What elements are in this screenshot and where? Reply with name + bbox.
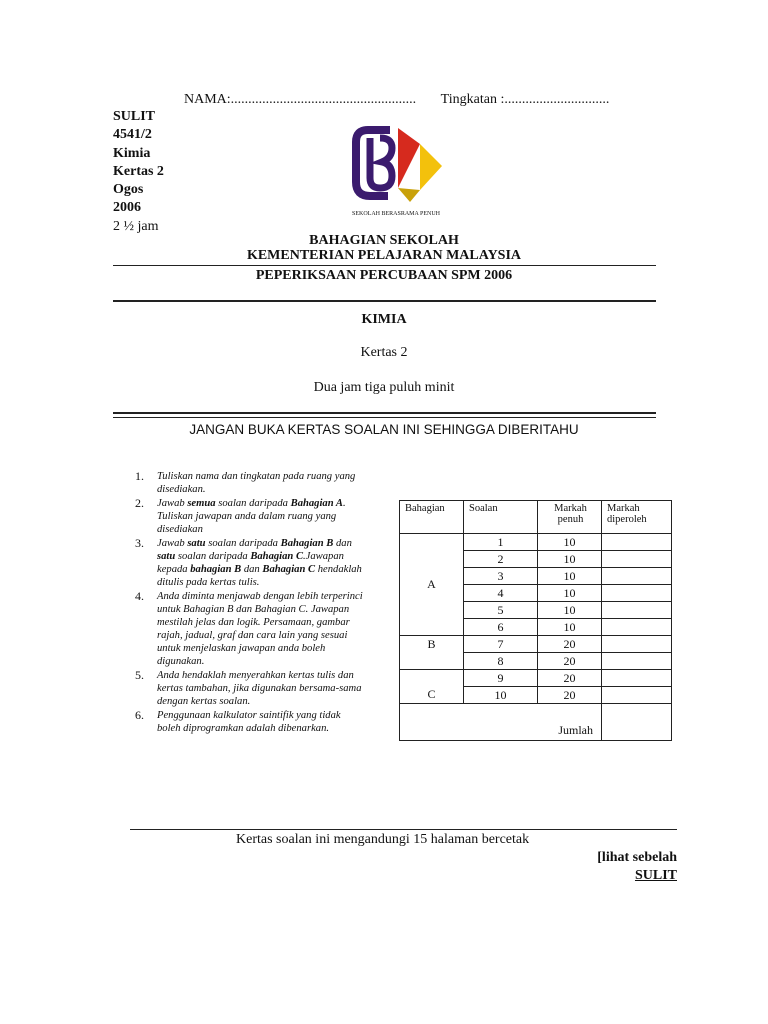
divider — [113, 265, 656, 266]
title-line-1: BAHAGIAN SEKOLAH — [309, 233, 459, 248]
warning-text: JANGAN BUKA KERTAS SOALAN INI SEHINGGA DIBERITAHU — [189, 422, 579, 437]
full-marks-cell: 20 — [538, 670, 602, 687]
instruction-number: 2. — [135, 496, 144, 510]
instruction-text: semua — [187, 498, 216, 509]
instruction-text: Anda diminta menjawab dengan lebih terperinci untuk Bahagian B dan Bahagian C. Jawapan mestilah jelas dan logik. Persamaan, gambar rajah, jadual, graf dan cara lain yang sesuai untuk menjelaskan jawapan anda boleh digunakan. — [157, 591, 363, 667]
instruction-text: Bahagian A — [290, 498, 343, 509]
time-allowed: Dua jam tiga puluh minit — [313, 380, 455, 395]
full-marks-cell: 20 — [538, 636, 602, 653]
total-row — [400, 704, 672, 741]
marks-obtained-cell[interactable] — [602, 670, 672, 687]
exam-title: PEPERIKSAAN PERCUBAAN SPM 2006 — [255, 268, 513, 283]
marks-obtained-cell[interactable] — [602, 619, 672, 636]
divider — [113, 417, 656, 418]
instruction-text: soalan daripada — [175, 551, 251, 562]
header-soalan: Soalan — [464, 501, 538, 534]
nama-label: NAMA: — [184, 92, 231, 107]
see-next-page: [lihat sebelah — [597, 850, 677, 865]
meta-line: Kimia — [113, 145, 151, 161]
meta-line: Kertas 2 — [113, 163, 164, 179]
instruction-text: soalan daripada — [205, 538, 281, 549]
instruction-number: 6. — [135, 708, 144, 722]
section-cell: B — [400, 636, 464, 670]
instruction-text: dan — [333, 538, 352, 549]
instruction-item — [135, 470, 365, 496]
instruction-text: .Jawapan kepada — [157, 551, 344, 575]
question-cell: 6 — [464, 619, 538, 636]
marks-obtained-cell[interactable] — [602, 534, 672, 551]
marks-obtained-cell[interactable] — [602, 602, 672, 619]
paper-number: Kertas 2 — [360, 345, 408, 360]
question-cell: 4 — [464, 585, 538, 602]
instruction-item — [135, 709, 365, 735]
marks-obtained-cell[interactable] — [602, 687, 672, 704]
table-body — [400, 534, 672, 704]
marks-obtained-cell[interactable] — [602, 653, 672, 670]
instruction-text: Jawab — [157, 538, 188, 549]
sbp-logo — [350, 120, 455, 220]
divider — [113, 412, 656, 414]
header-markah-diperoleh: Markah diperoleh — [602, 501, 672, 534]
duration: 2 ½ jam — [113, 218, 159, 234]
instruction-text: satu — [157, 551, 176, 562]
title-line-2: KEMENTERIAN PELAJARAN MALAYSIA — [246, 248, 522, 263]
question-cell: 2 — [464, 551, 538, 568]
instruction-text: Anda hendaklah menyerahkan kertas tulis dan kertas tambahan, jika digunakan bersama-sama dengan kertas soalan. — [157, 670, 362, 707]
nama-dots: ..................................................... — [230, 92, 417, 107]
table-row — [400, 636, 672, 653]
tingkatan-label: Tingkatan : — [440, 92, 505, 107]
full-marks-cell: 20 — [538, 687, 602, 704]
sbp-logo-icon — [350, 120, 455, 220]
question-cell: 1 — [464, 534, 538, 551]
section-cell: C — [400, 670, 464, 704]
question-cell: 10 — [464, 687, 538, 704]
instructions-list — [135, 470, 365, 736]
full-marks-cell: 10 — [538, 619, 602, 636]
sulit-footer: SULIT — [634, 868, 677, 883]
paper-meta — [113, 108, 164, 236]
subject-title: KIMIA — [361, 312, 407, 327]
table-row — [400, 534, 672, 551]
instruction-text: Jawab — [157, 498, 188, 509]
total-cell[interactable] — [602, 704, 672, 741]
meta-line: 4541/2 — [113, 127, 152, 143]
instruction-text: Penggunaan kalkulator saintifik yang tidak boleh diprogramkan adalah dibenarkan. — [157, 710, 341, 734]
marks-obtained-cell[interactable] — [602, 585, 672, 602]
instruction-text: bahagian B — [190, 564, 242, 575]
header-markah-penuh: Markah penuh — [538, 501, 602, 534]
table-row — [400, 670, 672, 687]
instruction-number: 5. — [135, 668, 144, 682]
divider — [113, 300, 656, 302]
full-marks-cell: 10 — [538, 585, 602, 602]
instruction-item — [135, 669, 365, 708]
instruction-number: 1. — [135, 469, 144, 483]
table-header-row — [400, 501, 672, 534]
full-marks-cell: 10 — [538, 534, 602, 551]
total-label: Jumlah — [400, 704, 602, 741]
question-cell: 3 — [464, 568, 538, 585]
instruction-text: dan — [241, 564, 263, 575]
question-cell: 5 — [464, 602, 538, 619]
question-cell: 8 — [464, 653, 538, 670]
instruction-text: soalan daripada — [215, 498, 291, 509]
logo-caption: SEKOLAH BERASRAMA PENUH — [352, 211, 441, 217]
question-cell: 7 — [464, 636, 538, 653]
divider — [130, 829, 677, 830]
pages-note: Kertas soalan ini mengandungi 15 halaman bercetak — [236, 832, 530, 847]
meta-line: 2006 — [113, 200, 141, 216]
instruction-item — [135, 537, 365, 589]
instruction-text: Bahagian C — [250, 551, 304, 562]
instruction-number: 4. — [135, 589, 144, 603]
section-cell: A — [400, 534, 464, 636]
meta-line: Ogos — [113, 182, 144, 198]
instruction-text: satu — [187, 538, 206, 549]
name-form-line — [184, 92, 609, 108]
question-cell: 9 — [464, 670, 538, 687]
tingkatan-dots: .............................. — [504, 92, 610, 107]
header-bahagian: Bahagian — [400, 501, 464, 534]
marks-obtained-cell[interactable] — [602, 636, 672, 653]
instruction-text: Bahagian C — [262, 564, 316, 575]
marks-table — [399, 500, 672, 741]
full-marks-cell: 10 — [538, 602, 602, 619]
instruction-number: 3. — [135, 536, 144, 550]
meta-line: SULIT — [113, 109, 156, 124]
instruction-item — [135, 497, 365, 536]
instruction-text: . Tuliskan jawapan anda dalam ruang yang disediakan — [157, 498, 346, 535]
full-marks-cell: 20 — [538, 653, 602, 670]
marks-obtained-cell[interactable] — [602, 568, 672, 585]
instruction-text: hendaklah ditulis pada kertas tulis. — [157, 564, 362, 588]
marks-obtained-cell[interactable] — [602, 551, 672, 568]
instruction-text: Bahagian B — [280, 538, 334, 549]
instruction-text: Tuliskan nama dan tingkatan pada ruang yang disediakan. — [157, 471, 356, 495]
full-marks-cell: 10 — [538, 551, 602, 568]
full-marks-cell: 10 — [538, 568, 602, 585]
instruction-item — [135, 590, 365, 668]
